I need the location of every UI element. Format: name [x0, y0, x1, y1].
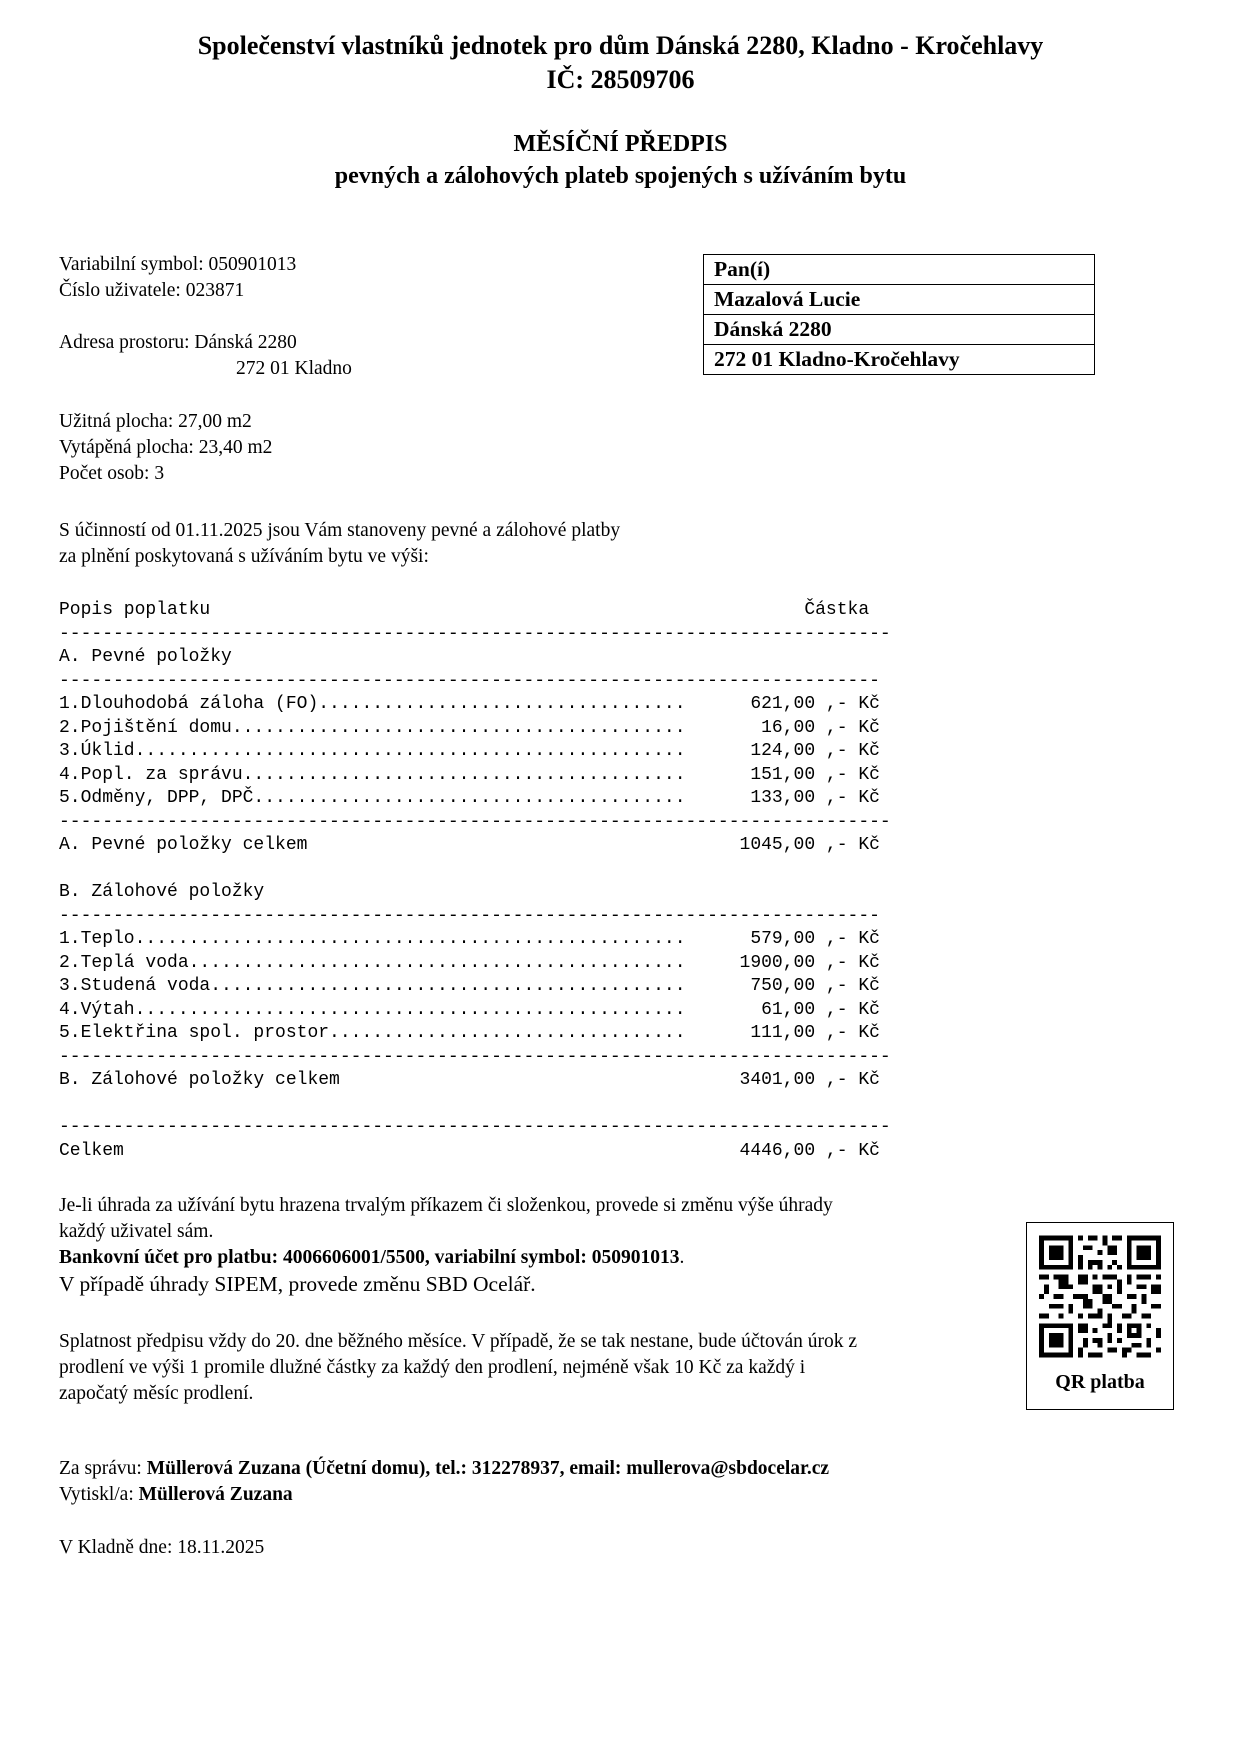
qr-payment-box: [1026, 1222, 1174, 1410]
qr-caption: QR platba: [1055, 1371, 1145, 1393]
intro-line-2: za plnění poskytovaná s užíváním bytu ve výši:: [59, 546, 429, 567]
document-title: MĚSÍČNÍ PŘEDPIS: [513, 131, 728, 157]
user-number: Číslo uživatele: 023871: [59, 280, 245, 301]
printed-label: Vytiskl/a:: [59, 1484, 139, 1505]
address-line-2: 272 01 Kladno: [236, 358, 352, 379]
due-line-3: započatý měsíc prodlení.: [59, 1383, 254, 1404]
due-line-1: Splatnost předpisu vždy do 20. dne běžného měsíce. V případě, že se tak nestane, bude účtován úrok z: [59, 1331, 858, 1352]
admin-value: Müllerová Zuzana (Účetní domu), tel.: 312278937, email: mullerova@sbdocelar.cz: [146, 1458, 830, 1479]
intro-line-1: S účinností od 01.11.2025 jsou Vám stanoveny pevné a zálohové platby: [59, 520, 621, 541]
recipient-city: 272 01 Kladno-Kročehlavy: [704, 344, 1094, 374]
recipient-box: [703, 254, 1095, 375]
persons-count: Počet osob: 3: [59, 463, 165, 484]
heated-area: Vytápěná plocha: 23,40 m2: [59, 437, 273, 458]
payment-note-line-1: Je-li úhrada za užívání bytu hrazena trvalým příkazem či složenkou, provede si změnu výše úhrady: [59, 1195, 833, 1216]
recipient-street: Dánská 2280: [704, 314, 1094, 344]
issue-date: V Kladně dne: 18.11.2025: [59, 1537, 265, 1558]
printed-by: [59, 1482, 293, 1508]
admin-label: Za správu:: [59, 1458, 147, 1479]
bank-account-period: .: [679, 1247, 685, 1268]
printed-value: Müllerová Zuzana: [138, 1484, 293, 1505]
payment-note-line-2: každý uživatel sám.: [59, 1221, 214, 1242]
company-id: IČ: 28509706: [546, 65, 695, 94]
bank-account: [59, 1245, 684, 1271]
usable-area: Užitná plocha: 27,00 m2: [59, 411, 252, 432]
bank-account-text: Bankovní účet pro platbu: 4006606001/5500, variabilní symbol: 050901013: [59, 1247, 680, 1268]
recipient-salutation: Pan(í): [714, 257, 771, 281]
variable-symbol: Variabilní symbol: 050901013: [59, 254, 297, 275]
admin-contact: [59, 1456, 829, 1482]
recipient-name: Mazalová Lucie: [704, 284, 1094, 314]
qr-code-icon: [1039, 1234, 1161, 1359]
address-line-1: Adresa prostoru: Dánská 2280: [59, 332, 297, 353]
fees-table: Popis poplatku Částka ----------------------------------------------------------------------------- A. Pevné položky ---------------------------------------------------------------------------- 1.Dlouhodobá záloha (FO).................................. 621,00 ,- Kč 2.Pojištění domu.......................................... 16,00 ,- Kč 3.Úklid................................................... 124,00 ,- Kč 4.Popl. za správu......................................... 151,00 ,- Kč 5.Odměny, DPP, DPČ........................................ 133,00 ,- Kč ----------------------------------------------------------------------------- A. Pevné položky celkem 1045,00 ,- Kč B. Zálohové položky ---------------------------------------------------------------------------- 1.Teplo................................................... 579,00 ,- Kč 2.Teplá voda.............................................. 1900,00 ,- Kč 3.Studená voda............................................ 750,00 ,- Kč 4.Výtah................................................... 61,00 ,- Kč 5.Elektřina spol. prostor................................. 111,00 ,- Kč ----------------------------------------------------------------------------- B. Zálohové položky celkem 3401,00 ,- Kč ----------------------------------------------------------------------------- Celkem 4446,00 ,- Kč: [59, 600, 891, 1161]
document-subtitle: pevných a zálohových plateb spojených s užíváním bytu: [334, 163, 907, 189]
sipo-note: V případě úhrady SIPEM, provede změnu SBD Ocelář.: [59, 1272, 536, 1296]
association-title: Společenství vlastníků jednotek pro dům Dánská 2280, Kladno - Kročehlavy: [197, 31, 1044, 60]
due-line-2: prodlení ve výši 1 promile dlužné částky za každý den prodlení, nejméně však 10 Kč za každý i: [59, 1357, 806, 1378]
